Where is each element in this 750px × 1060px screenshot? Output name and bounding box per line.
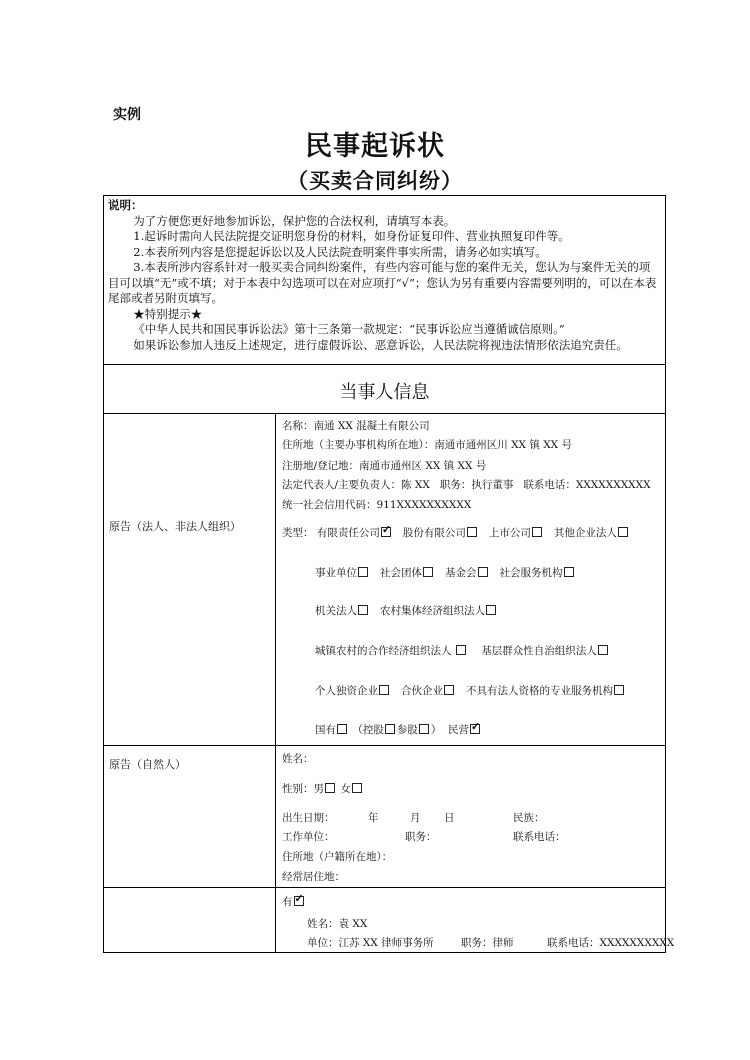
type-government-body: 机关法人: [315, 605, 357, 617]
instruction-line: 1.起诉时需向人民法院提交证明您身份的材料，如身份证复印件、营业执照复印件等。: [133, 229, 570, 243]
type-partnership: 合伙企业: [401, 685, 444, 697]
checkbox-share[interactable]: [419, 724, 429, 734]
document-subtitle: （买卖合同纠纷）: [287, 168, 463, 193]
ownership-share: 参股: [396, 724, 418, 736]
ownership-row: [315, 722, 482, 737]
divider: [104, 364, 665, 365]
type-row: [282, 525, 630, 540]
org-legal-rep: 法定代表人/主要负责人：陈 XX: [282, 479, 430, 491]
person-residence: 住所地（户籍所在地）：: [282, 851, 393, 863]
person-birth: 出生日期：: [282, 812, 335, 824]
checkbox-rural-collective[interactable]: [486, 605, 496, 615]
type-row: [315, 603, 498, 618]
type-row: [315, 565, 576, 580]
plaintiff-org-label: 原告（法人、非法人组织）: [109, 520, 241, 533]
checkbox-limited-company[interactable]: [381, 527, 391, 537]
type-joint-stock: 股份有限公司: [402, 527, 466, 539]
checkbox-other-enterprise[interactable]: [618, 527, 628, 537]
gender-male: 男: [313, 783, 324, 795]
org-position: 职务：执行董事: [439, 479, 514, 491]
notice-line: 《中华人民共和国民事诉讼法》第十三条第一款规定：“民事诉讼应当遵循诚信原则。”: [133, 322, 565, 336]
ownership-open-paren: （: [352, 724, 363, 736]
type-grassroots: 基层群众性自治组织法人: [481, 645, 597, 657]
org-credit-code: 统一社会信用代码：911XXXXXXXXXX: [282, 499, 472, 511]
org-name: 名称：南通 XX 混凝土有限公司: [282, 420, 430, 432]
checkbox-sole-proprietorship[interactable]: [379, 685, 389, 695]
ownership-state: 国有: [315, 724, 336, 736]
ownership-private: 民营: [448, 724, 470, 736]
type-professional-service: 不具有法人资格的专业服务机构: [466, 685, 614, 697]
person-employer: 工作单位：: [282, 831, 335, 843]
person-habitual: 经常居住地：: [282, 871, 345, 883]
agent-name: 姓名：袁 XX: [307, 918, 368, 930]
checkbox-listed[interactable]: [532, 527, 542, 537]
org-address: 住所地（主要办事机构所在地）：南通市通州区川 XX 镇 XX 号: [282, 439, 572, 451]
birth-day: 日: [444, 812, 455, 824]
section-title: 当事人信息: [339, 382, 430, 403]
person-ethnicity: 民族：: [513, 812, 545, 824]
checkbox-social-service[interactable]: [564, 567, 574, 577]
type-row: [315, 643, 610, 658]
type-cooperative: 城镇农村的合作经济组织法人: [315, 645, 452, 657]
type-sole-proprietorship: 个人独资企业: [315, 685, 378, 697]
notice-heading: ★特别提示★: [133, 306, 203, 321]
instructions: [108, 198, 660, 353]
instructions-heading: 说明：: [108, 198, 143, 212]
type-institution: 事业单位: [315, 567, 357, 579]
birth-year: 年: [368, 812, 379, 824]
document-title: 民事起诉状: [305, 131, 445, 162]
column-divider: [275, 413, 276, 952]
checkbox-state[interactable]: [337, 724, 347, 734]
type-label: 类型：: [282, 527, 314, 539]
person-phone: 联系电话：: [513, 831, 566, 843]
person-position: 职务：: [405, 831, 437, 843]
divider: [104, 887, 665, 888]
checkbox-professional-service[interactable]: [614, 685, 624, 695]
agent-has-row: [282, 894, 306, 909]
notice-line: 如果诉讼参加人违反上述规定，进行虚假诉讼、恶意诉讼，人民法院将视违法情形依法追究责任。: [133, 337, 628, 352]
divider: [104, 413, 665, 414]
person-gender: 性别：: [282, 783, 314, 795]
type-foundation: 基金会: [445, 567, 477, 579]
checkbox-government-body[interactable]: [358, 605, 368, 615]
plaintiff-person-label: 原告（自然人）: [109, 758, 186, 771]
type-limited-company: 有限责任公司: [316, 527, 380, 539]
type-other-enterprise: 其他企业法人: [553, 527, 617, 539]
checkbox-foundation[interactable]: [478, 567, 488, 577]
org-registered: 注册地/登记地：南通市通州区 XX 镇 XX 号: [282, 460, 487, 472]
checkbox-private[interactable]: [470, 724, 480, 734]
org-phone: 联系电话：XXXXXXXXXX: [523, 479, 651, 491]
divider: [104, 745, 665, 746]
example-label: 实例: [113, 107, 141, 123]
type-row: [315, 683, 626, 698]
ownership-holding: 控股: [362, 724, 384, 736]
agent-position: 职务：律师: [461, 937, 514, 949]
gender-female: 女: [340, 783, 351, 795]
form-table: [103, 195, 675, 953]
instruction-line: 为了方便您更好地参加诉讼，保护您的合法权利，请填写本表。: [133, 213, 456, 228]
birth-month: 月: [410, 812, 421, 824]
checkbox-social-group[interactable]: [423, 567, 433, 577]
agent-unit: 单位：江苏 XX 律师事务所: [307, 937, 434, 949]
checkbox-partnership[interactable]: [444, 685, 454, 695]
agent-phone: 联系电话：XXXXXXXXXX: [547, 937, 675, 949]
checkbox-institution[interactable]: [358, 567, 368, 577]
instruction-line: 2.本表所列内容是您提起诉讼以及人民法院查明案件事实所需，请务必如实填写。: [133, 244, 547, 259]
person-gender-row: [282, 781, 364, 796]
checkbox-agent-has[interactable]: [294, 896, 304, 906]
checkbox-grassroots[interactable]: [598, 645, 608, 655]
type-listed: 上市公司: [488, 527, 531, 539]
checkbox-cooperative[interactable]: [456, 645, 466, 655]
checkbox-joint-stock[interactable]: [467, 527, 477, 537]
type-social-group: 社会团体: [380, 567, 423, 579]
checkbox-holding[interactable]: [385, 724, 395, 734]
type-social-service: 社会服务机构: [499, 567, 563, 579]
checkbox-female[interactable]: [352, 783, 362, 793]
instruction-line: 3.本表所涉内容系针对一般买卖合同纠纷案件，有些内容可能与您的案件无关，您认为与案件无关的项目可以填“无”或不填；对于本表中勾选项可以在对应项打“√”；您认为另有重要内容需要列明的，可以在本表尾部或者另附页填写。: [108, 260, 657, 305]
type-rural-collective: 农村集体经济组织法人: [380, 605, 486, 617]
checkbox-male[interactable]: [325, 783, 335, 793]
agent-has: 有: [282, 896, 293, 908]
ownership-close-paren: ）: [430, 724, 442, 736]
person-name: 姓名：: [282, 753, 314, 765]
org-legal-rep-line: [282, 477, 651, 492]
